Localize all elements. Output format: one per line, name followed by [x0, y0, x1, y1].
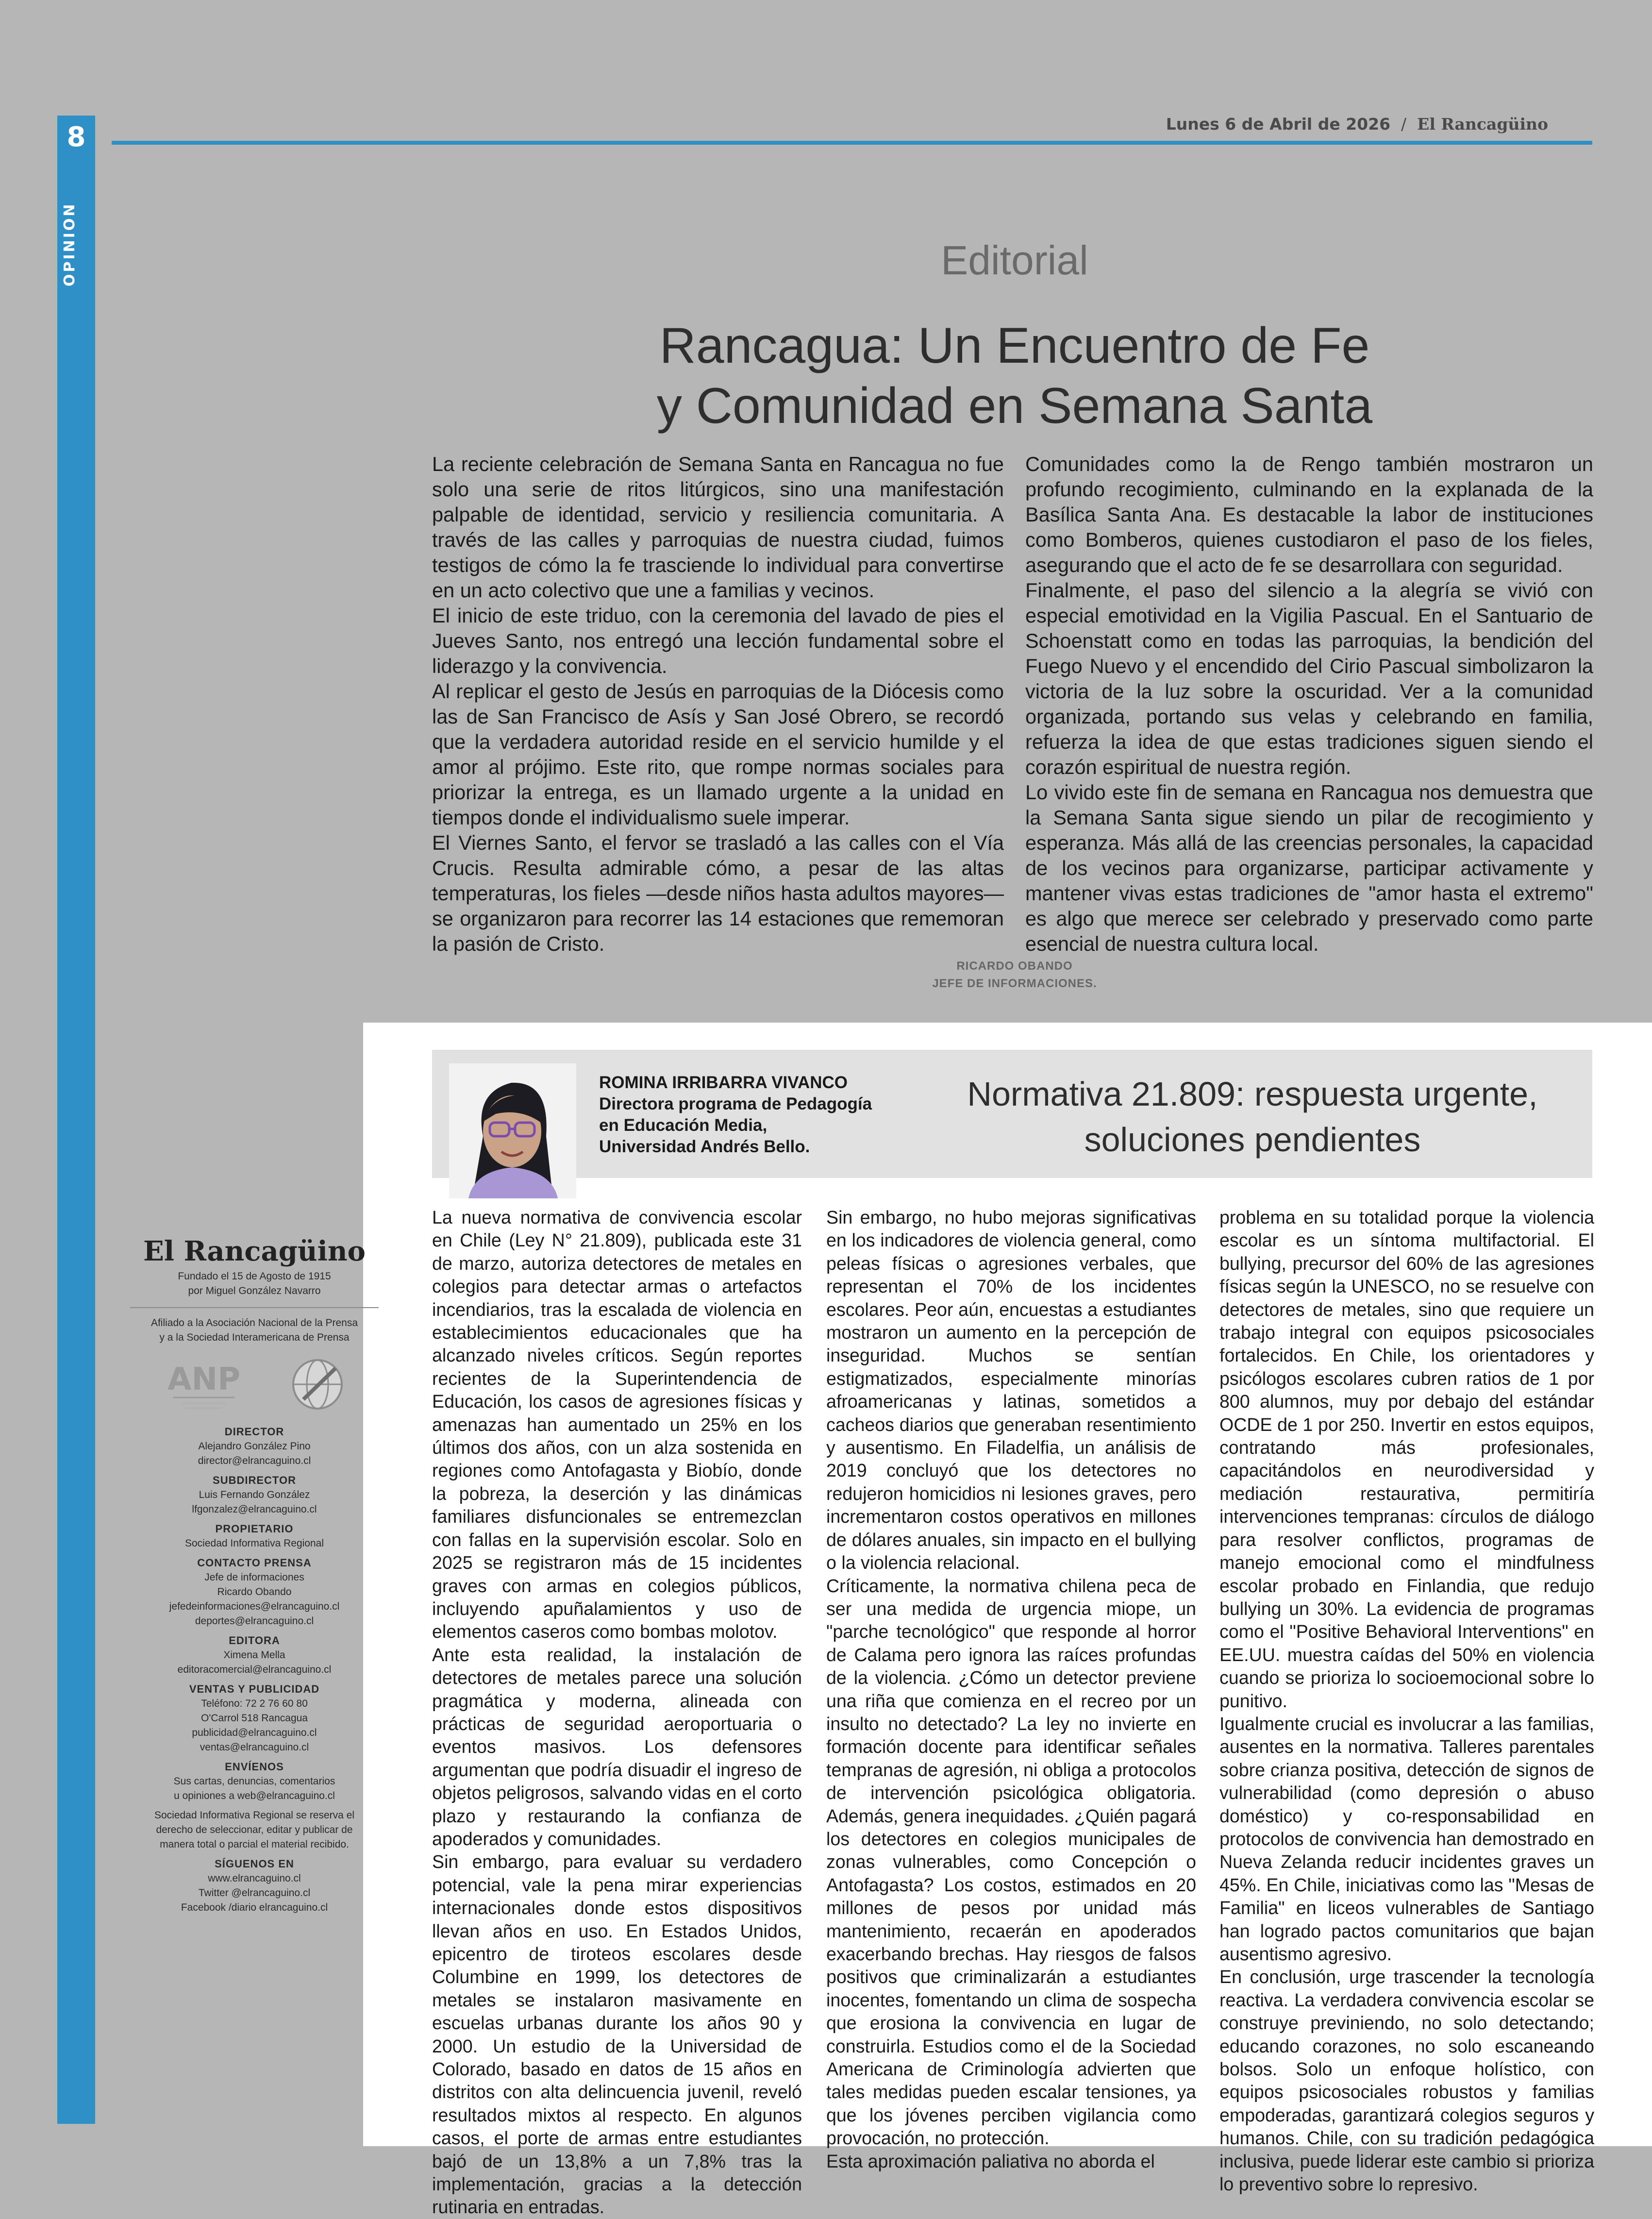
staff-section-line: www.elrancaguino.cl	[208, 1873, 301, 1884]
opinion-title-line: soluciones pendientes	[1084, 1121, 1421, 1159]
opinion-paragraph: Igualmente crucial es involucrar a las familias, ausentes en la normativa. Talleres parentales sobre crianza positiva, detección de signos de vulnerabilidad (como depresión o abuso doméstico) y co-responsabilidad en protocolos de convivencia han demostrado en Nueva Zelanda reducir incidentes graves un 45%. En Chile, iniciativas como las "Mesas de Familia" en liceos vulnerables de Santiago han logrado pactos comunitarios que bajan ausentismo agresivo.	[1219, 1713, 1594, 1964]
opinion-text-column-2	[826, 1206, 1196, 2173]
staff-section-line: Alejandro González Pino	[198, 1441, 311, 1452]
dateline-separator: /	[1401, 115, 1407, 134]
staff-section-line: O'Carrol 518 Rancagua	[201, 1713, 308, 1724]
founded-line: Fundado el 15 de Agosto de 1915	[178, 1271, 331, 1282]
opinion-paragraph: Ante esta realidad, la instalación de detectores de metales parece una solución pragmática y moderna, alineada con prácticas de seguridad aeroportuaria o eventos masivos. Los defensores argumentan que podría disuadir el ingreso de objetos peligrosos, salvando vidas en el corto plazo y restaurando la confianza de apoderados y comunidades.	[432, 1644, 802, 1849]
anp-logo-text: ANP	[167, 1362, 240, 1397]
staff-section-heading: DIRECTOR	[224, 1426, 284, 1438]
opinion-text-column-1	[432, 1206, 802, 2219]
association-logos	[130, 1356, 379, 1413]
staff-section-line: Twitter @elrancaguino.cl	[198, 1887, 311, 1899]
opinion-paragraph: La nueva normativa de convivencia escolar en Chile (Ley N° 21.809), publicada este 31 de marzo, autoriza detectores de metales en colegios para detectar armas o artefactos incendiarios, tras la escalada de violencia en establecimientos educacionales que ha alcanzado niveles críticos. Según reportes recientes de la Superintendencia de Educación, los casos de agresiones físicas y amenazas han aumentado un 25% en los últimos dos años, con un alza sostenida en regiones como Antofagasta y Biobío, donde la pobreza, la deserción y las dinámicas familiares disfuncionales se entremezclan con fallas en la supervisión escolar. Solo en 2025 se registraron más de 15 incidentes graves con armas en colegios públicos, incluyendo apuñalamientos y uso de elementos caseros como bombas molotov.	[432, 1207, 802, 1642]
opinion-paragraph: Esta aproximación paliativa no aborda el	[826, 2151, 1155, 2171]
header-dateline	[1166, 115, 1548, 134]
byline-name: RICARDO OBANDO	[956, 959, 1073, 973]
staff-section-heading: SÍGUENOS EN	[215, 1858, 294, 1870]
staff-section-line: director@elrancaguino.cl	[198, 1455, 311, 1466]
opinion-paragraph: Críticamente, la normativa chilena peca de ser una medida de urgencia miope, un "parche tecnológico" que responde al horror de Calama pero ignora las raíces profundas de la violencia. ¿Cómo un detector previene una riña que comienza en el recreo por un insulto no detectado? La ley no invierte en formación docente para identificar señales tempranas de agresión, ni obliga a protocolos de intervención psicológica obligatoria. Además, genera inequidades. ¿Quién pagará los detectores en colegios municipales de zonas vulnerables, como Concepción o Antofagasta? Los costos, estimados en 20 millones de pesos por unidad más mantenimiento, recaerán en apoderados exacerbando brechas. Hay riesgos de falsos positivos que criminalizarán a estudiantes inocentes, fomentando un clima de sospecha que erosiona la convivencia en lugar de construirla. Estudios como el de la Sociedad Americana de Criminología advierten que tales medidas pueden escalar tensiones, ya que los jóvenes perciben vigilancia como provocación, no protección.	[826, 1575, 1196, 2149]
author-credit	[599, 1072, 872, 1158]
staff-section	[130, 1682, 379, 1760]
staff-section-line: manera total o parcial el material recibido.	[160, 1839, 349, 1850]
opinion-paragraph: Sin embargo, para evaluar su verdadero potencial, vale la pena mirar experiencias internacionales donde estos dispositivos llevan años en uso. En Estados Unidos, epicentro de tiroteos escolares desde Columbine en 1999, los detectores de metales se instalaron masivamente en escuelas urbanas durante los años 90 y 2000. Un estudio de la Universidad de Colorado, basado en datos de 15 años en distritos con alta delincuencia juvenil, reveló resultados mixtos al respecto. En algunos casos, el porte de armas entre estudiantes bajó de un 13,8% a un 7,8% tras la implementación, gracias a la detección rutinaria en entradas.	[432, 1851, 802, 2218]
editorial-paragraph: El inicio de este triduo, con la ceremonia del lavado de pies el Jueves Santo, nos entregó una lección fundamental sobre el liderazgo y la convivencia.	[432, 604, 1004, 677]
staff-section-line: derecho de seleccionar, editar y publicar de	[156, 1824, 353, 1835]
anp-logo-icon	[163, 1356, 245, 1413]
masthead-name: El Rancagüino	[143, 1235, 366, 1267]
editorial-paragraph: Comunidades como la de Rengo también mostraron un profundo recogimiento, culminando en la explanada de la Basílica Santa Ana. Es destacable la labor de instituciones como Bomberos, quienes custodiaron el paso de los fieles, asegurando que el acto de fe se desarrollara con seguridad.	[1025, 453, 1593, 576]
editorial-title	[417, 316, 1612, 436]
staff-section-heading: VENTAS Y PUBLICIDAD	[189, 1683, 320, 1695]
section-strip	[57, 116, 95, 2124]
staff-section	[130, 1633, 379, 1682]
author-role-line: en Educación Media,	[599, 1116, 768, 1135]
byline-role: JEFE DE INFORMACIONES.	[932, 977, 1097, 990]
staff-section-line: Luis Fernando González	[199, 1489, 310, 1500]
staff-section-line: lfgonzalez@elrancaguino.cl	[192, 1504, 317, 1515]
staff-section-line: deportes@elrancaguino.cl	[195, 1615, 314, 1627]
staff-section-heading: CONTACTO PRENSA	[197, 1557, 312, 1569]
author-portrait-image	[449, 1063, 576, 1198]
staff-section-line: Ximena Mella	[223, 1649, 285, 1661]
staff-section-line: ventas@elrancaguino.cl	[200, 1742, 309, 1753]
staff-section	[130, 1522, 379, 1556]
staff-section	[130, 1760, 379, 1808]
header-rule	[112, 141, 1592, 145]
staff-section-line: jefedeinformaciones@elrancaguino.cl	[169, 1601, 340, 1612]
opinion-text-column-3	[1219, 1206, 1594, 2196]
staff-section-heading: EDITORA	[229, 1634, 280, 1647]
staff-section	[130, 1425, 379, 1473]
staff-section	[130, 1808, 379, 1857]
masthead-staff-box	[130, 1233, 379, 1920]
editorial-paragraph: Al replicar el gesto de Jesús en parroquias de la Diócesis como las de San Francisco de Asís y San José Obrero, se recordó que la verdadera autoridad reside en el servicio humilde y el amor al prójimo. Este rito, que rompe normas sociales para priorizar la entrega, es un llamado urgente a la unidad en tiempos donde el individualismo suele imperar.	[432, 680, 1004, 829]
newspaper-name: El Rancagüino	[1417, 115, 1548, 134]
staff-section	[130, 1857, 379, 1920]
page-number: 8	[67, 121, 86, 153]
editorial-paragraph: El Viernes Santo, el fervor se trasladó a las calles con el Vía Crucis. Resulta admirable cómo, a pesar de las altas temperaturas, los fieles —desde niños hasta adultos mayores— se organizaron para recorrer las 14 estaciones que rememoran la pasión de Cristo.	[432, 831, 1004, 955]
affiliation-line: Afiliado a la Asociación Nacional de la Prensa	[150, 1317, 358, 1328]
opinion-paragraph: Sin embargo, no hubo mejoras significativas en los indicadores de violencia general, como peleas físicas o agresiones verbales, que representan el 70% de los incidentes escolares. Peor aún, encuestas a estudiantes mostraron un aumento en la percepción de inseguridad. Muchos se sentían estigmatizados, especialmente minorías afroamericanas y latinas, sometidos a cacheos diarios que generaban resentimiento y ausentismo. En Filadelfia, un análisis de 2019 concluyó que los detectores no redujeron homicidios ni lesiones graves, pero incrementaron costos operativos en millones de dólares anuales, sin impacto en el bullying o la violencia relacional.	[826, 1207, 1196, 1573]
issue-date: Lunes 6 de Abril de 2026	[1166, 115, 1391, 134]
masthead-divider	[130, 1307, 379, 1308]
opinion-paragraph: En conclusión, urge trascender la tecnología reactiva. La verdadera convivencia escolar se construye previniendo, no solo detectando; educando corazones, no solo escaneando bolsos. Solo un enfoque holístico, con equipos psicosociales robustos y familias empoderadas, garantizará colegios seguros y humanos. Chile, con su tradición pedagógica inclusiva, puede liderar este cambio si prioriza lo preventivo sobre lo represivo.	[1219, 1967, 1594, 2195]
author-role-line: Universidad Andrés Bello.	[599, 1137, 810, 1156]
editorial-paragraph: Finalmente, el paso del silencio a la alegría se vivió con especial emotividad en la Vigilia Pascual. En el Santuario de Schoenstatt como en todas las parroquias, la bendición del Fuego Nuevo y el encendido del Cirio Pascual simbolizaron la victoria de la luz sobre la oscuridad. Ver a la comunidad organizada, portando sus velas y celebrando en familia, refuerza la idea de que estas tradiciones siguen siendo el corazón espiritual de nuestra región.	[1025, 579, 1593, 778]
staff-section-line: Jefe de informaciones	[204, 1572, 304, 1583]
editorial-kicker: Editorial	[941, 237, 1088, 283]
staff-section-line: Sus cartas, denuncias, comentarios	[173, 1776, 335, 1787]
staff-section-heading: ENVÍENOS	[225, 1761, 284, 1773]
affiliation-line: y a la Sociedad Interamericana de Prensa	[159, 1332, 350, 1343]
staff-section-line: Sociedad Informativa Regional	[184, 1538, 324, 1549]
editorial-column-2	[1025, 452, 1593, 957]
editorial-paragraph: La reciente celebración de Semana Santa en Rancagua no fue solo una serie de ritos litúrgicos, sino una manifestación palpable de identidad, servicio y resiliencia comunitaria. A través de las calles y parroquias de nuestra ciudad, fuimos testigos de cómo la fe trasciende lo individual para convertirse en un acto colectivo que une a familias y vecinos.	[432, 453, 1004, 602]
author-photo	[449, 1063, 576, 1198]
editorial-title-line: y Comunidad en Semana Santa	[656, 378, 1373, 434]
staff-section-line: u opiniones a web@elrancaguino.cl	[174, 1790, 335, 1801]
staff-section-line: Ricardo Obando	[217, 1586, 292, 1597]
section-label	[61, 255, 71, 286]
staff-section-line: publicidad@elrancaguino.cl	[192, 1727, 317, 1738]
staff-section-heading: PROPIETARIO	[215, 1523, 294, 1535]
opinion-title-line: Normativa 21.809: respuesta urgente,	[967, 1075, 1538, 1113]
opinion-paragraph: problema en su totalidad porque la violencia escolar es un síntoma multifactorial. El bullying, precursor del 60% de las agresiones físicas según la UNESCO, no se resuelve con detectores de metales, sino que requiere un trabajo integral con equipos psicosociales fortalecidos. En Chile, los orientadores y psicólogos escolares cubren ratios de 1 por 800 alumnos, muy por debajo del estándar OCDE de 1 por 250. Invertir en estos equipos, contratando más profesionales, capacitándolos en neurodiversidad y mediación restaurativa, permitiría intervenciones tempranas: círculos de diálogo para resolver conflictos, programas de manejo emocional como el mindfulness escolar probado en Finlandia, que redujo bullying un 30%. La evidencia de programas como el "Positive Behavioral Interventions" en EE.UU. muestra caídas del 50% en violencia cuando se prioriza lo socioemocional sobre lo punitivo.	[1219, 1207, 1594, 1711]
staff-section-line: editoracomercial@elrancaguino.cl	[177, 1664, 332, 1675]
founded-line: por Miguel González Navarro	[188, 1285, 321, 1296]
staff-section	[130, 1556, 379, 1633]
staff-section-heading: SUBDIRECTOR	[213, 1474, 296, 1486]
sip-globe-logo-icon	[289, 1356, 346, 1413]
opinion-column-title	[913, 1071, 1592, 1162]
author-name: ROMINA IRRIBARRA VIVANCO	[599, 1073, 848, 1092]
editorial-byline	[825, 958, 1204, 992]
staff-section-line: Sociedad Informativa Regional se reserva el	[154, 1810, 355, 1821]
editorial-title-line: Rancagua: Un Encuentro de Fe	[659, 318, 1370, 374]
staff-section	[130, 1473, 379, 1522]
staff-section-line: Teléfono: 72 2 76 60 80	[201, 1698, 308, 1709]
author-role-line: Directora programa de Pedagogía	[599, 1094, 872, 1113]
editorial-column-1	[432, 452, 1004, 957]
staff-section-line: Facebook /diario elrancaguino.cl	[181, 1902, 328, 1913]
staff-directory	[130, 1425, 379, 1920]
editorial-paragraph: Lo vivido este fin de semana en Rancagua nos demuestra que la Semana Santa sigue siendo un pilar de recogimiento y esperanza. Más allá de las creencias personales, la capacidad de los vecinos para organizarse, participar activamente y mantener vivas estas tradiciones de "amor hasta el extremo" es algo que merece ser celebrado y preservado como parte esencial de nuestra cultura local.	[1025, 781, 1593, 955]
